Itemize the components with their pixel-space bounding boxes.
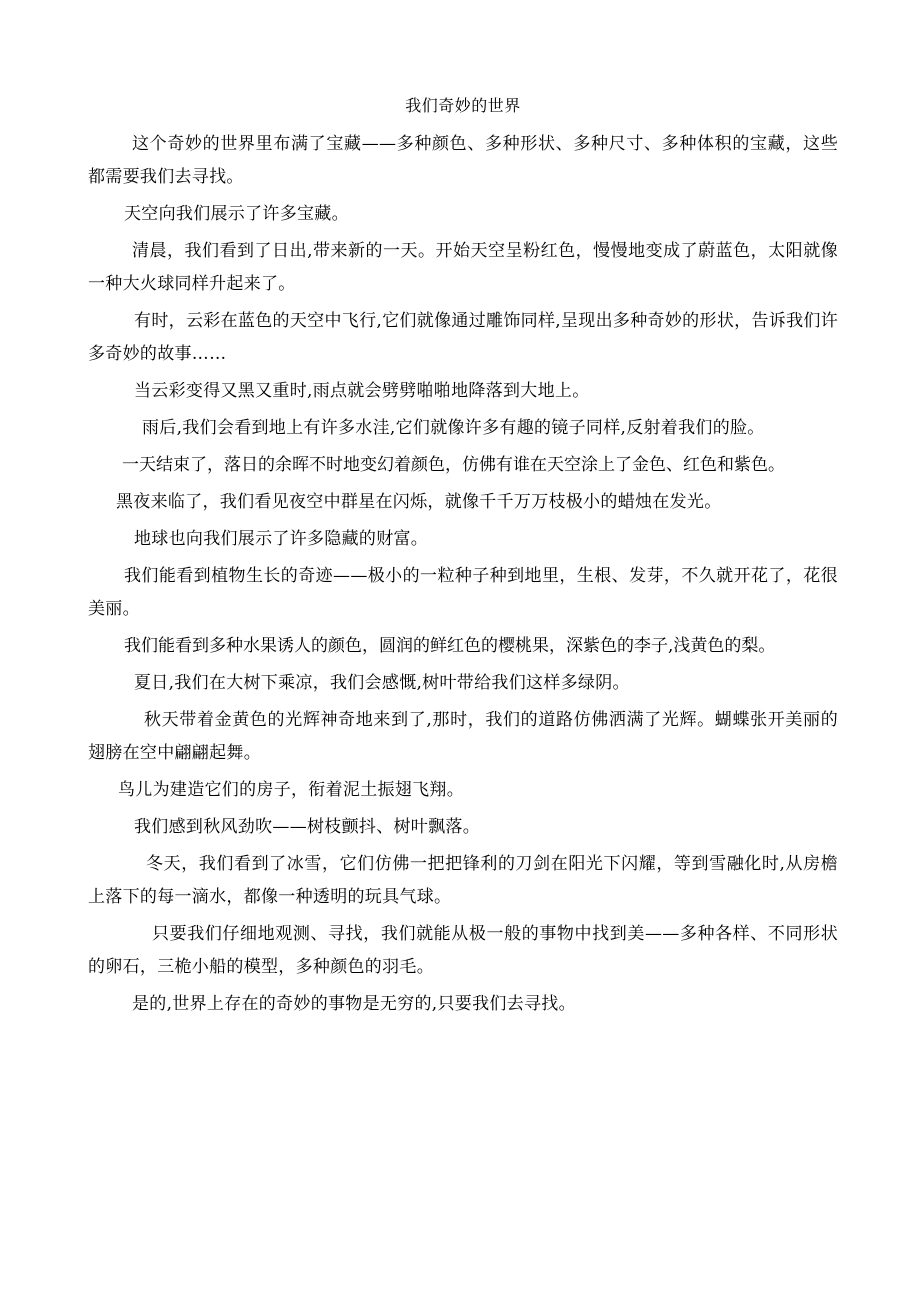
paragraph-8: 黑夜来临了，我们看见夜空中群星在闪烁，就像千千万万枝极小的蜡烛在发光。 xyxy=(116,492,722,512)
paragraph-13: 秋天带着金黄色的光辉神奇地来到了,那时，我们的道路仿佛洒满了光辉。蝴蝶张开美丽的翅膀在空中翩翩起舞。 xyxy=(88,710,838,763)
paragraph-9: 地球也向我们展示了许多隐藏的财富。 xyxy=(134,529,429,549)
paragraph-4: 有时，云彩在蓝色的天空中飞行,它们就像通过雕饰同样,呈现出多种奇妙的形状，告诉我们许多奇妙的故事…… xyxy=(88,311,838,364)
paragraph-17: 只要我们仔细地观测、寻找，我们就能从极一般的事物中找到美——多种各样、不同形状的卵石，三桅小船的模型，多种颜色的羽毛。 xyxy=(88,924,838,977)
paragraph-12: 夏日,我们在大树下乘凉，我们会感慨,树叶带给我们这样多绿阴。 xyxy=(134,673,630,693)
paragraph-10: 我们能看到植物生长的奇迹——极小的一粒种子种到地里，生根、发芽，不久就开花了，花很美丽。 xyxy=(88,566,838,619)
document-page xyxy=(88,92,838,1021)
paragraph-18: 是的,世界上存在的奇妙的事物是无穷的,只要我们去寻找。 xyxy=(132,994,576,1014)
paragraph-1: 这个奇妙的世界里布满了宝藏——多种颜色、多种形状、多种尺寸、多种体积的宝藏，这些都需要我们去寻找。 xyxy=(88,134,838,187)
paragraph-3: 清晨，我们看到了日出,带来新的一天。开始天空呈粉红色，慢慢地变成了蔚蓝色，太阳就像一种大火球同样升起来了。 xyxy=(88,241,838,294)
paragraph-5: 当云彩变得又黑又重时,雨点就会劈劈啪啪地降落到大地上。 xyxy=(134,381,590,401)
paragraph-15: 我们感到秋风劲吹——树枝颤抖、树叶飘落。 xyxy=(134,817,480,837)
paragraph-7: 一天结束了，落日的余晖不时地变幻着颜色，仿佛有谁在天空涂上了金色、红色和紫色。 xyxy=(122,455,785,475)
paragraph-14: 鸟儿为建造它们的房子，衔着泥土振翅飞翔。 xyxy=(118,780,464,800)
paragraph-16: 冬天，我们看到了冰雪，它们仿佛一把把锋利的刀剑在阳光下闪耀，等到雪融化时,从房檐上落下的每一滴水，都像一种透明的玩具气球。 xyxy=(88,854,838,907)
paragraph-11: 我们能看到多种水果诱人的颜色，圆润的鲜红色的樱桃果，深紫色的李子,浅黄色的梨。 xyxy=(124,636,776,656)
paragraph-6: 雨后,我们会看到地上有许多水洼,它们就像许多有趣的镜子同样,反射着我们的脸。 xyxy=(142,418,765,438)
document-title: 我们奇妙的世界 xyxy=(405,96,521,115)
paragraph-2: 天空向我们展示了许多宝藏。 xyxy=(124,204,349,224)
